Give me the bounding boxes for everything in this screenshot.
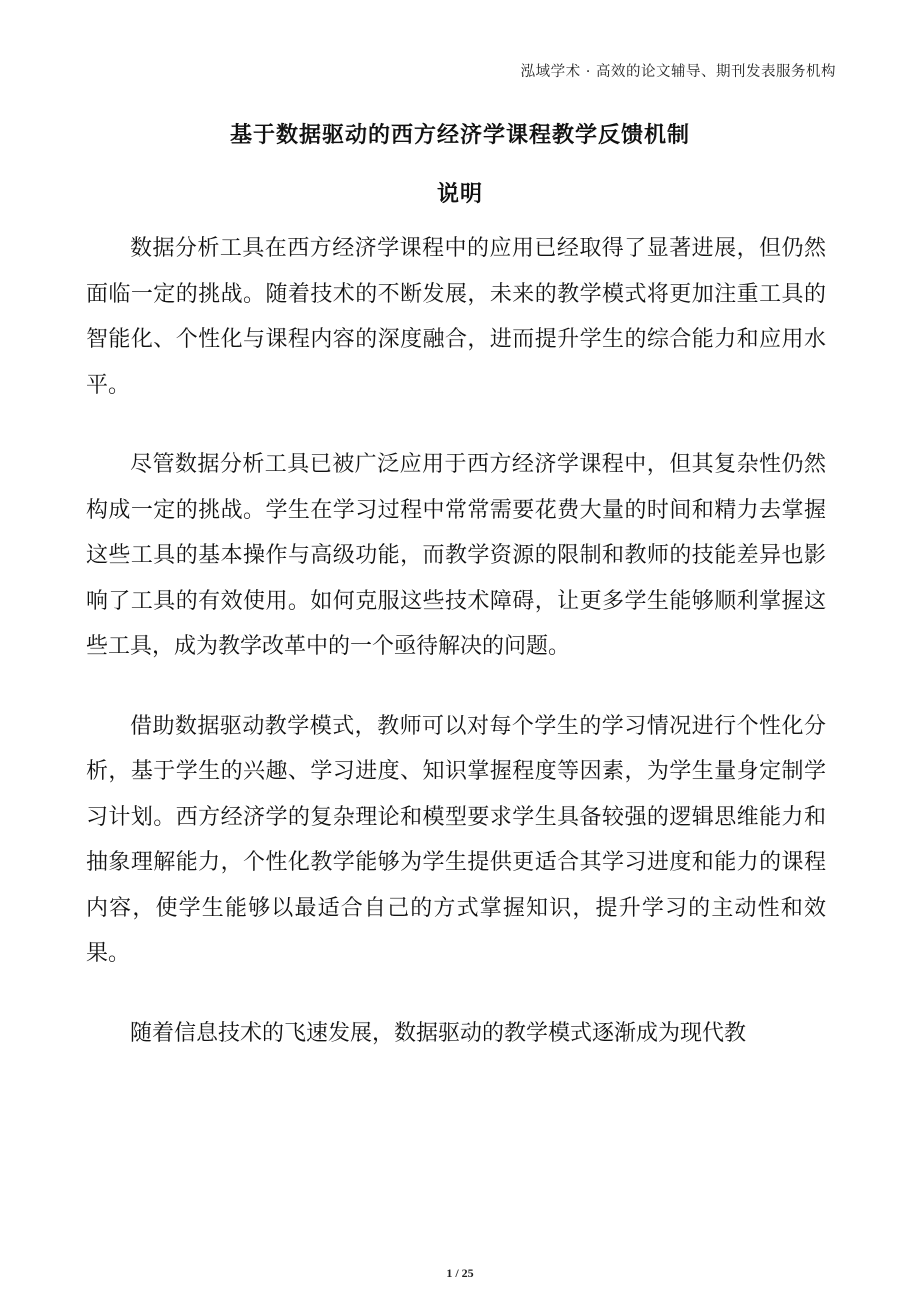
document-title: 基于数据驱动的西方经济学课程教学反馈机制: [229, 123, 690, 148]
page-number: 1 / 25: [446, 1266, 474, 1280]
paragraph: 尽管数据分析工具已被广泛应用于西方经济学课程中，但其复杂性仍然构成一定的挑战。学生在学习过程中常常需要花费大量的时间和精力去掌握这些工具的基本操作与高级功能，而教学资源的限制和教师的技能差异也影响了工具的有效使用。如何克服这些技术障碍，让更多学生能够顺利掌握这些工具，成为教学改革中的一个亟待解决的问题。: [86, 452, 826, 659]
paragraph: 随着信息技术的飞速发展，数据驱动的教学模式逐渐成为现代教: [130, 1020, 747, 1046]
document-subtitle: 说明: [436, 182, 483, 207]
paragraph: 借助数据驱动教学模式，教师可以对每个学生的学习情况进行个性化分析，基于学生的兴趣、学习进度、知识掌握程度等因素，为学生量身定制学习计划。西方经济学的复杂理论和模型要求学生具备较强的逻辑思维能力和抽象理解能力，个性化教学能够为学生提供更适合其学习进度和能力的课程内容，使学生能够以最适合自己的方式掌握知识，提升学习的主动性和效果。: [86, 713, 826, 966]
body-text: [86, 226, 826, 1090]
paragraph: 数据分析工具在西方经济学课程中的应用已经取得了显著进展，但仍然面临一定的挑战。随着技术的不断发展，未来的教学模式将更加注重工具的智能化、个性化与课程内容的深度融合，进而提升学生的综合能力和应用水平。: [86, 236, 826, 398]
header-note: 泓域学术 · 高效的论文辅导、期刊发表服务机构: [520, 64, 836, 80]
